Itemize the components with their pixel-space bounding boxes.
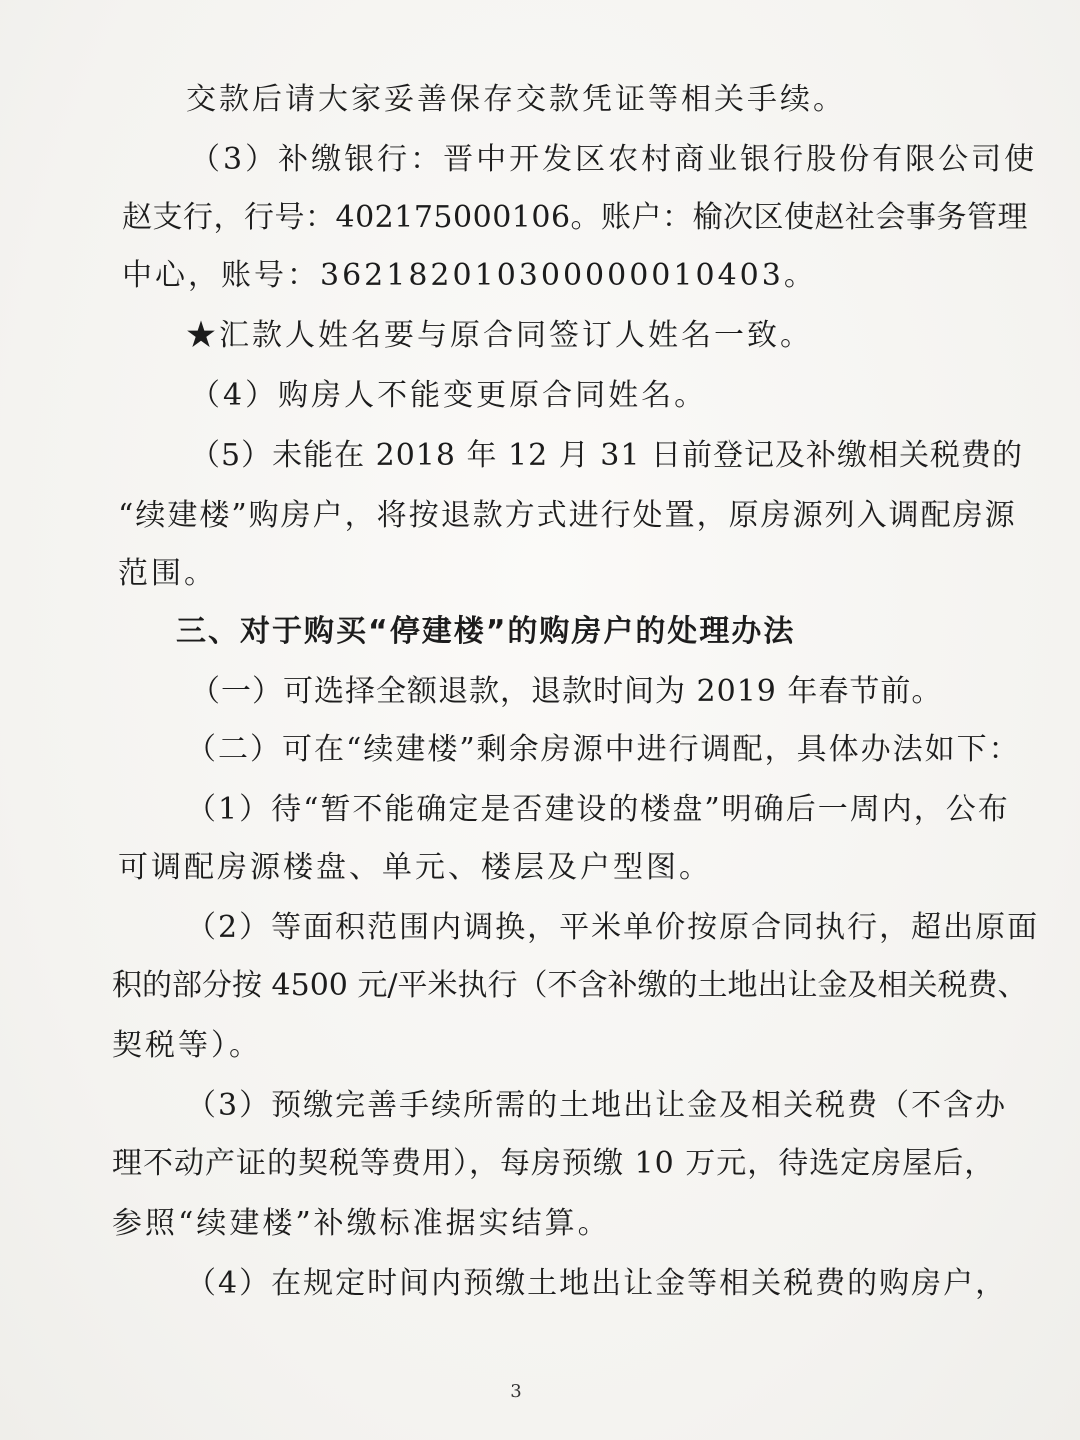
- text-line-12: （二）可在“续建楼”剩余房源中进行调配，具体办法如下：: [186, 732, 1021, 767]
- text-line-17: 契税等）。: [112, 1028, 262, 1063]
- text-line-5: ★汇款人姓名要与原合同签订人姓名一致。: [186, 318, 813, 353]
- text-line-21: （4）在规定时间内预缴土地出让金等相关税费的购房户，: [186, 1266, 1008, 1301]
- text-line-13: （1）待“暂不能确定是否建设的楼盘”明确后一周内，公布: [186, 792, 1010, 827]
- page-number: 3: [510, 1381, 522, 1402]
- text-line-3: 赵支行，行号：402175000106。账户：榆次区使赵社会事务管理: [122, 200, 1029, 235]
- text-line-9: 范围。: [118, 556, 217, 591]
- text-line-14: 可调配房源楼盘、单元、楼层及户型图。: [118, 850, 712, 885]
- text-line-7: （5）未能在 2018 年 12 月 31 日前登记及补缴相关税费的: [190, 438, 1023, 473]
- text-line-20: 参照“续建楼”补缴标准据实结算。: [112, 1206, 611, 1241]
- text-line-6: （4）购房人不能变更原合同姓名。: [190, 378, 708, 413]
- text-line-15: （2）等面积范围内调换，平米单价按原合同执行，超出原面: [186, 910, 1040, 945]
- text-line-16: 积的部分按 4500 元/平米执行（不含补缴的土地出让金及相关税费、: [112, 968, 1028, 1003]
- text-line-2: （3）补缴银行：晋中开发区农村商业银行股份有限公司使: [190, 142, 1038, 177]
- section-heading: 三、对于购买“停建楼”的购房户的处理办法: [176, 614, 796, 649]
- text-line-1: 交款后请大家妥善保存交款凭证等相关手续。: [186, 82, 846, 117]
- text-line-11: （一）可选择全额退款，退款时间为 2019 年春节前。: [190, 674, 943, 709]
- text-line-19: 理不动产证的契税等费用），每房预缴 10 万元，待选定房屋后，: [112, 1146, 996, 1181]
- text-line-18: （3）预缴完善手续所需的土地出让金及相关税费（不含办: [186, 1088, 1008, 1123]
- text-line-8: “续建楼”购房户，将按退款方式进行处置，原房源列入调配房源: [118, 498, 1017, 533]
- text-line-4: 中心，账号：362182010300000010403。: [122, 258, 817, 293]
